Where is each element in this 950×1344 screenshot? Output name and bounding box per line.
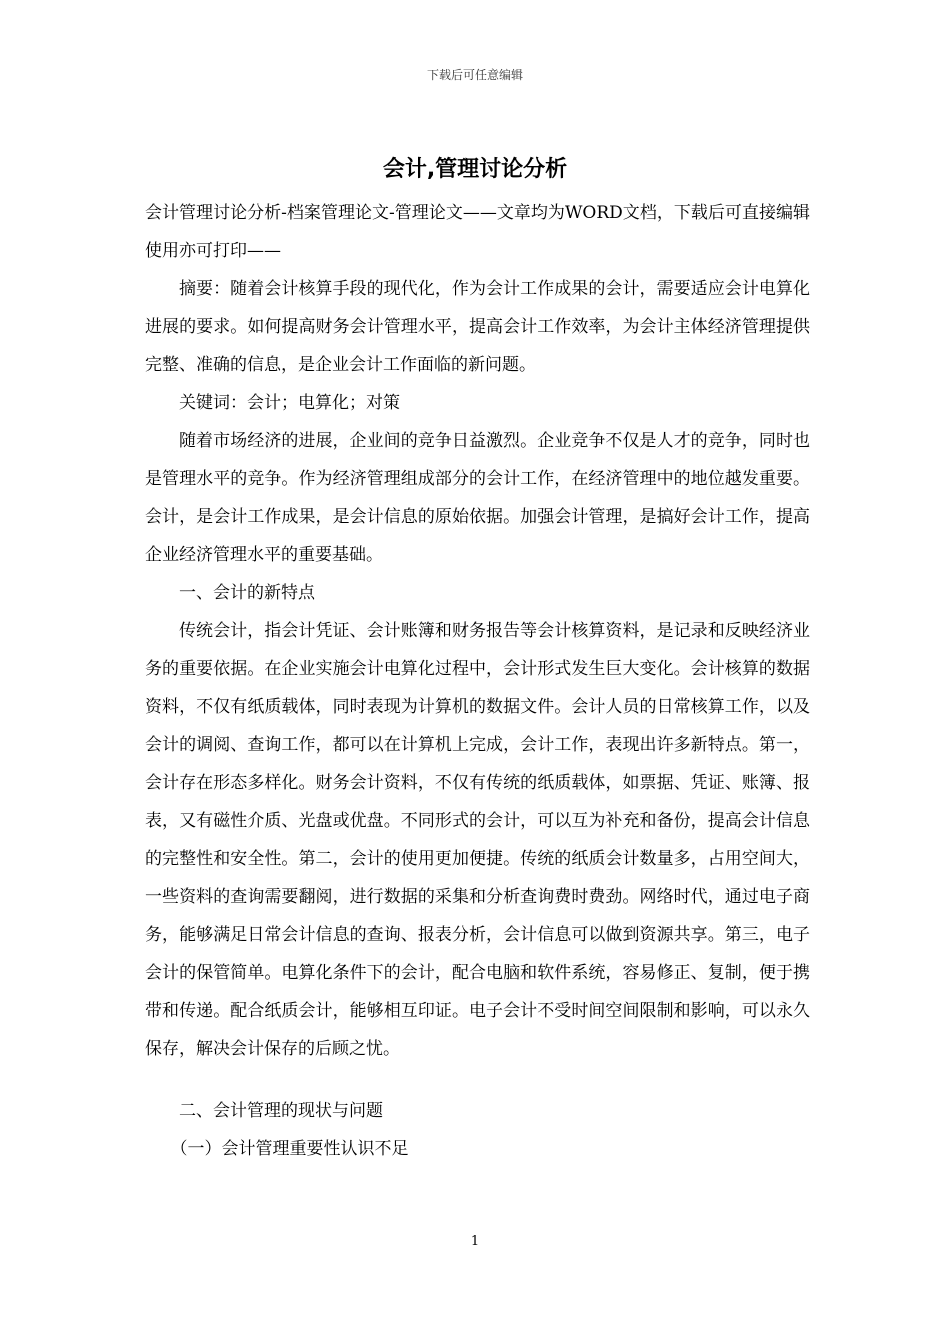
page-header-note: 下载后可任意编辑 (426, 68, 523, 82)
document-body (145, 194, 810, 1168)
section-heading: 一、会计的新特点 (179, 583, 315, 603)
page-number: 1 (470, 1234, 480, 1249)
body-paragraph: 传统会计，指会计凭证、会计账簿和财务报告等会计核算资料，是记录和反映经济业务的重要依据。在企业实施会计电算化过程中，会计形式发生巨大变化。会计核算的数据资料，不仅有纸质载体，同时表现为计算机的数据文件。会计人员的日常核算工作，以及会计的调阅、查询工作，都可以在计算机上完成，会计工作，表现出许多新特点。第一，会计存在形态多样化。财务会计资料，不仅有传统的纸质载体，如票据、凭证、账簿、报表，又有磁性介质、光盘或优盘。不同形式的会计，可以互为补充和备份，提高会计信息的完整性和安全性。第二，会计的使用更加便捷。传统的纸质会计数量多，占用空间大，一些资料的查询需要翻阅，进行数据的采集和分析查询费时费劲。网络时代，通过电子商务，能够满足日常会计信息的查询、报表分析，会计信息可以做到资源共享。第三，电子会计的保管简单。电算化条件下的会计，配合电脑和软件系统，容易修正、复制，便于携带和传递。配合纸质会计，能够相互印证。电子会计不受时间空间限制和影响，可以永久保存，解决会计保存的后顾之忧。 (145, 621, 810, 1059)
subsection-heading: （一）会计管理重要性认识不足 (170, 1139, 409, 1159)
keywords-paragraph: 关键词：会计；电算化；对策 (179, 393, 400, 413)
intro-paragraph: 会计管理讨论分析-档案管理论文-管理论文——文章均为WORD文档，下载后可直接编辑使用亦可打印—— (145, 203, 810, 261)
section-heading: 二、会计管理的现状与问题 (179, 1101, 383, 1121)
document-title: 会计,管理讨论分析 (382, 157, 568, 182)
abstract-paragraph: 摘要：随着会计核算手段的现代化，作为会计工作成果的会计，需要适应会计电算化进展的要求。如何提高财务会计管理水平，提高会计工作效率，为会计主体经济管理提供完整、准确的信息，是企业会计工作面临的新问题。 (145, 279, 810, 375)
body-paragraph: 随着市场经济的进展，企业间的竞争日益激烈。企业竞争不仅是人才的竞争，同时也是管理水平的竞争。作为经济管理组成部分的会计工作，在经济管理中的地位越发重要。会计，是会计工作成果，是会计信息的原始依据。加强会计管理，是搞好会计工作，提高企业经济管理水平的重要基础。 (145, 431, 810, 565)
